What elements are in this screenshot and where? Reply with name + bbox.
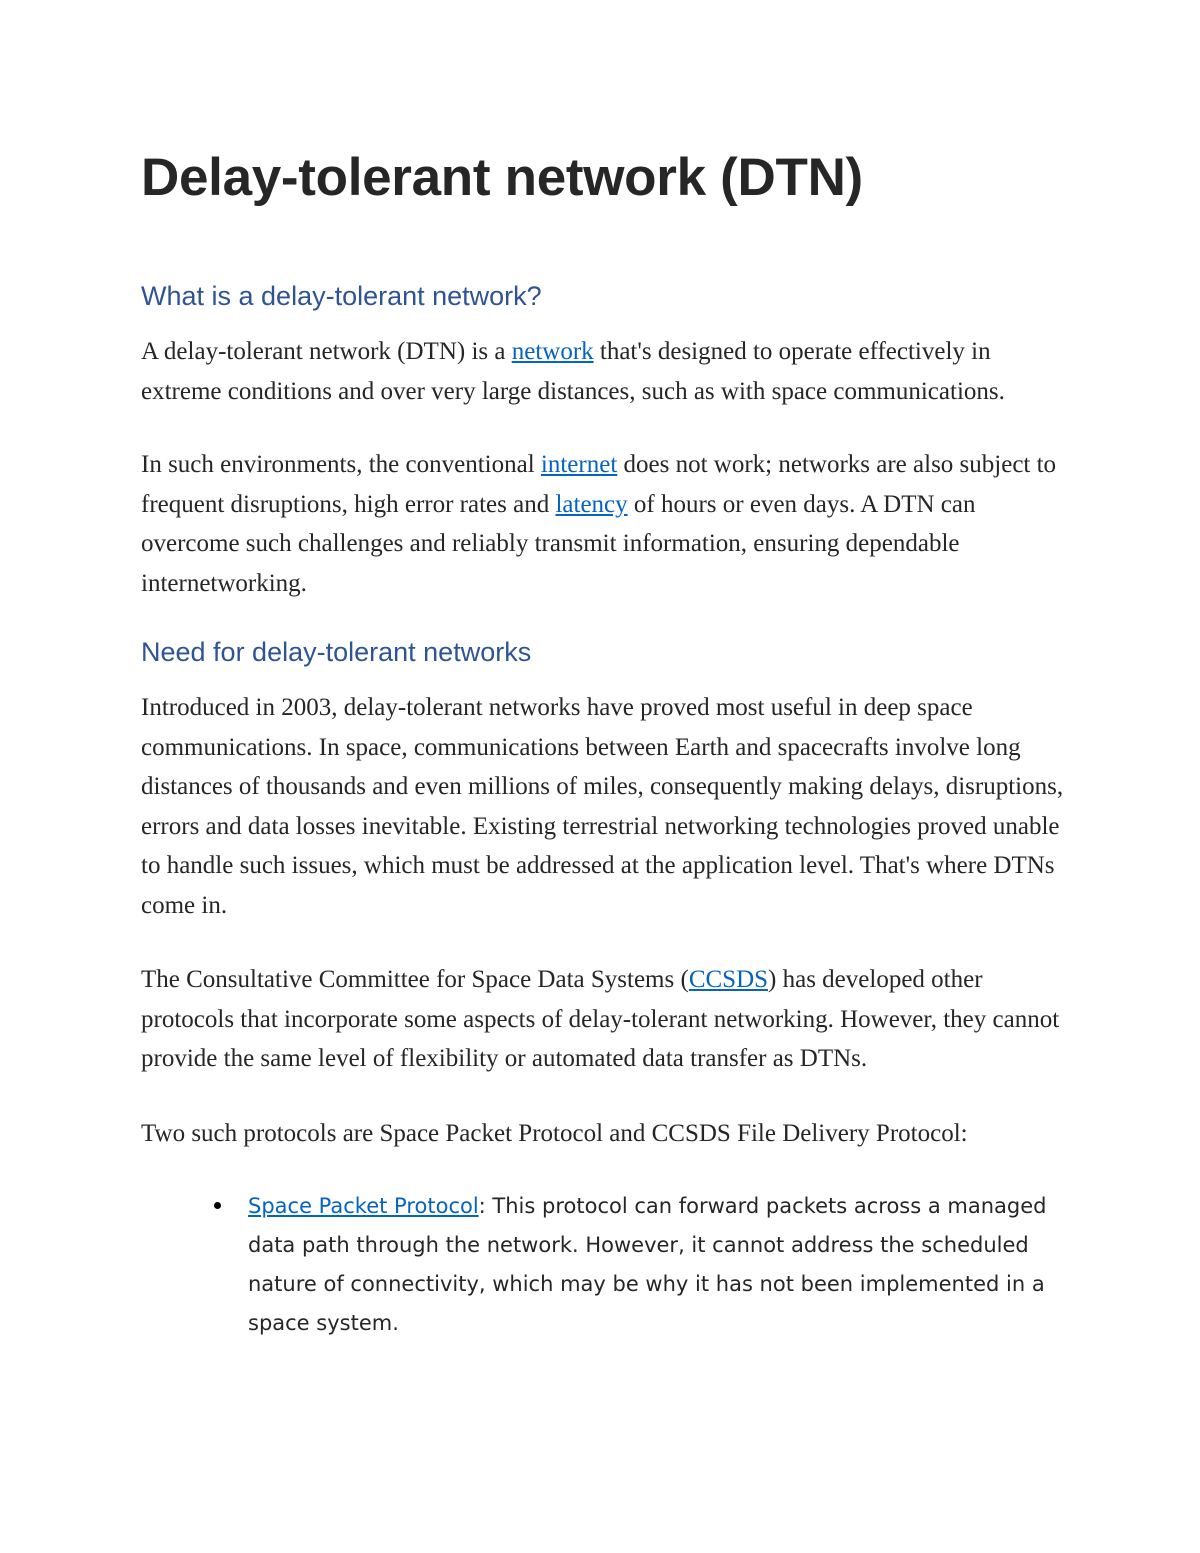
text-run: that's designed to operate effectively in extreme conditions and over very large distances, such as with space communications. bbox=[141, 338, 1005, 405]
protocol-list bbox=[141, 1187, 1071, 1343]
page-title: Delay-tolerant network (DTN) bbox=[141, 148, 863, 207]
text-run: of hours or even days. A DTN can overcome such challenges and reliably transmit information, ensuring dependable internetworking. bbox=[141, 490, 976, 597]
text-run: ) has developed other protocols that incorporate some aspects of delay-tolerant networking. However, they cannot provide the same level of flexibility or automated data transfer as DTNs. bbox=[141, 966, 1060, 1072]
ccsds-link[interactable]: CCSDS bbox=[688, 966, 769, 993]
text-run: A delay-tolerant network (DTN) is a bbox=[141, 338, 512, 365]
text-run: In such environments, the conventional bbox=[141, 451, 541, 478]
paragraph-two-protocols: Two such protocols are Space Packet Protocol and CCSDS File Delivery Protocol: bbox=[141, 1119, 968, 1147]
text-run: does not work; networks are also subject to frequent disruptions, high error rates and bbox=[141, 451, 1057, 518]
paragraph-definition bbox=[141, 332, 1071, 411]
list-item bbox=[141, 1187, 1071, 1343]
document-content bbox=[141, 140, 1071, 1343]
internet-link[interactable]: internet bbox=[540, 451, 618, 478]
section-heading-need-for-dtn: Need for delay-tolerant networks bbox=[141, 637, 532, 667]
section-heading-what-is-dtn: What is a delay-tolerant network? bbox=[141, 281, 542, 311]
text-run: The Consultative Committee for Space Data Systems ( bbox=[141, 966, 689, 993]
network-link[interactable]: network bbox=[511, 338, 594, 365]
paragraph-environments bbox=[141, 445, 1071, 603]
paragraph-history: Introduced in 2003, delay-tolerant networks have proved most useful in deep space communications. In space, communications between Earth and spacecrafts involve long distances of thousands and even millions of miles, consequently making delays, disruptions, errors and data losses inevitable. Existing terrestrial networking technologies proved unable to handle such issues, which must be addressed at the application level. That's where DTNs come in. bbox=[141, 694, 1064, 919]
text-run: : This protocol can forward packets across a managed data path through the network. However, it cannot address the scheduled nature of connectivity, which may be why it has not been implemented in a space system. bbox=[248, 1194, 1047, 1335]
space-packet-protocol-link[interactable]: Space Packet Protocol bbox=[248, 1194, 479, 1218]
latency-link[interactable]: latency bbox=[555, 490, 628, 518]
paragraph-ccsds bbox=[141, 960, 1071, 1079]
bullet-icon bbox=[214, 1202, 221, 1209]
